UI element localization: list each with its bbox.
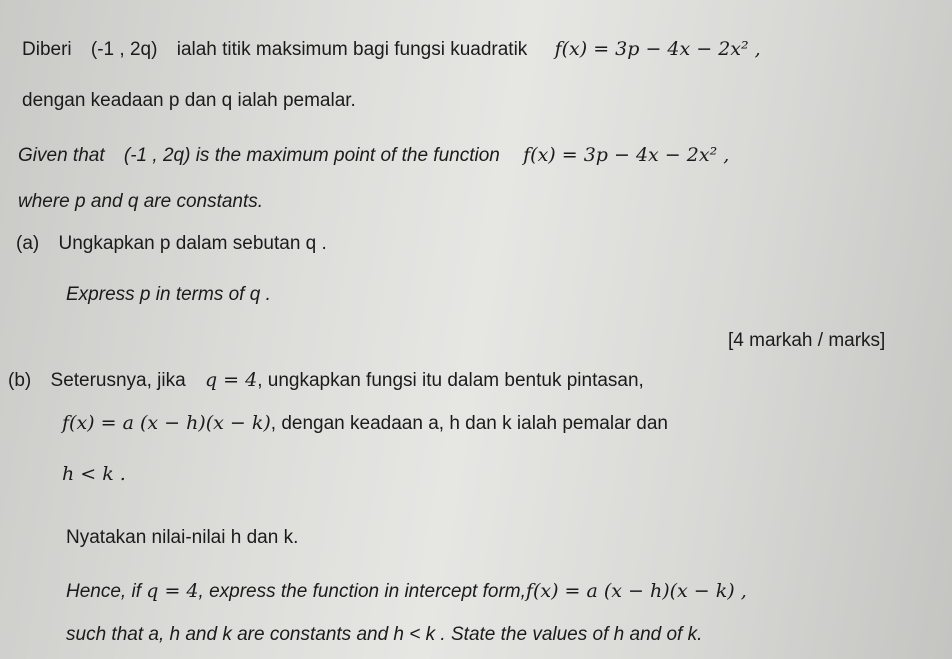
part-a-malay-question: Ungkapkan p dalam sebutan q .	[58, 233, 327, 254]
english-constants-line: where p and q are constants.	[18, 191, 264, 212]
malay-intro-text: Diberi	[22, 39, 72, 60]
part-b-english-text-1: Hence, if	[66, 581, 141, 602]
part-b-malay-state-values: Nyatakan nilai-nilai h dan k.	[66, 527, 299, 548]
part-b-malay-condition: h < k .	[62, 463, 126, 485]
part-b-english-line-1	[66, 579, 747, 604]
malay-intro-text-2: ialah titik maksimum bagi fungsi kuadratik	[176, 39, 528, 60]
part-b-english-line-2: such that a, h and k are constants and h < k . State the values of h and of k.	[66, 624, 703, 645]
english-maximum-point: (-1 , 2q)	[123, 145, 191, 166]
part-b-malay-text-3: , dengan keadaan a, h dan k ialah pemalar dan	[270, 413, 668, 434]
english-intro-text-2: is the maximum point of the function	[195, 145, 500, 166]
part-a-malay-line	[16, 232, 327, 256]
part-b-english-intercept-form: f(x) = a (x − h)(x − k) ,	[525, 580, 747, 602]
malay-maximum-point: (-1 , 2q)	[90, 39, 158, 60]
english-intro-line	[18, 143, 729, 168]
part-a-marks: [4 markah / marks]	[728, 330, 886, 351]
part-a-label: (a)	[16, 233, 40, 254]
malay-function: f(x) = 3p − 4x − 2x² ,	[554, 38, 761, 60]
part-a-english-question: Express p in terms of q .	[66, 284, 271, 305]
part-b-malay-text-1: Seterusnya, jika	[50, 370, 186, 391]
part-b-malay-q-value: q = 4	[204, 369, 258, 391]
english-function: f(x) = 3p − 4x − 2x² ,	[523, 144, 730, 166]
part-b-english-text-2: , express the function in intercept form,	[198, 581, 526, 602]
part-b-malay-line-1	[8, 368, 644, 393]
part-b-malay-text-2: , ungkapkan fungsi itu dalam bentuk pintasan,	[257, 370, 644, 391]
part-b-label: (b)	[8, 370, 32, 391]
part-b-english-q-value: q = 4	[146, 580, 199, 602]
english-intro-text: Given that	[18, 145, 105, 166]
part-b-malay-line-2	[62, 411, 668, 436]
malay-constants-line: dengan keadaan p dan q ialah pemalar.	[22, 90, 356, 111]
part-b-intercept-form: f(x) = a (x − h)(x − k)	[62, 412, 271, 434]
malay-intro-line	[22, 37, 761, 62]
